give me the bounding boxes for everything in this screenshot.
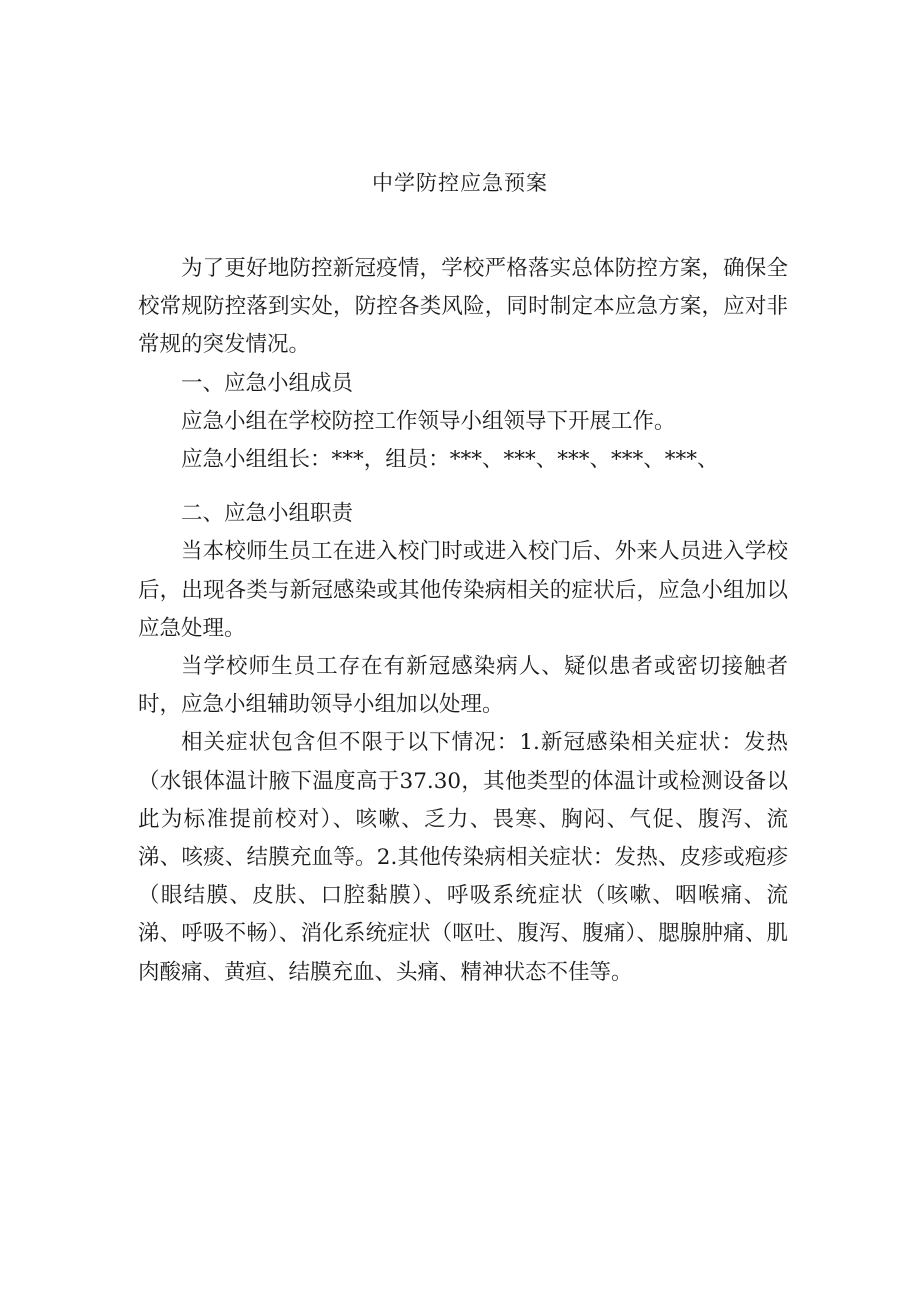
document-title: 中学防控应急预案 [372,171,548,195]
duties-paragraph-2: 当学校师生员工存在有新冠感染病人、疑似患者或密切接触者时，应急小组辅助领导小组加以处理。 [138,654,788,718]
section-heading-members: 一、应急小组成员 [181,370,354,396]
members-list-paragraph: 应急小组组长：***，组员：***、***、***、***、***、 [181,447,719,473]
members-description-paragraph: 应急小组在学校防控工作领导小组领导下开展工作。 [181,408,676,434]
symptoms-paragraph: 相关症状包含但不限于以下情况：1.新冠感染相关症状：发热（水银体温计腋下温度高于37.30，其他类型的体温计或检测设备以此为标准提前校对）、咳嗽、乏力、畏寒、胸闷、气促、腹泻、流涕、咳痰、结膜充血等。2.其他传染病相关症状：发热、皮疹或疱疹（眼结膜、皮肤、口腔黏膜）、呼吸系统症状（咳嗽、咽喉痛、流涕、呼吸不畅）、消化系统症状（呕吐、腹泻、腹痛）、腮腺肿痛、肌肉酸痛、黄疸、结膜充血、头痛、精神状态不佳等。 [138,730,788,985]
duties-paragraph-1: 当本校师生员工在进入校门时或进入校门后、外来人员进入学校后，出现各类与新冠感染或其他传染病相关的症状后，应急小组加以应急处理。 [138,539,788,641]
document-body [138,250,788,992]
intro-paragraph: 为了更好地防控新冠疫情，学校严格落实总体防控方案，确保全校常规防控落到实处，防控各类风险，同时制定本应急方案，应对非常规的突发情况。 [138,256,788,358]
section-heading-duties: 二、应急小组职责 [181,501,354,527]
